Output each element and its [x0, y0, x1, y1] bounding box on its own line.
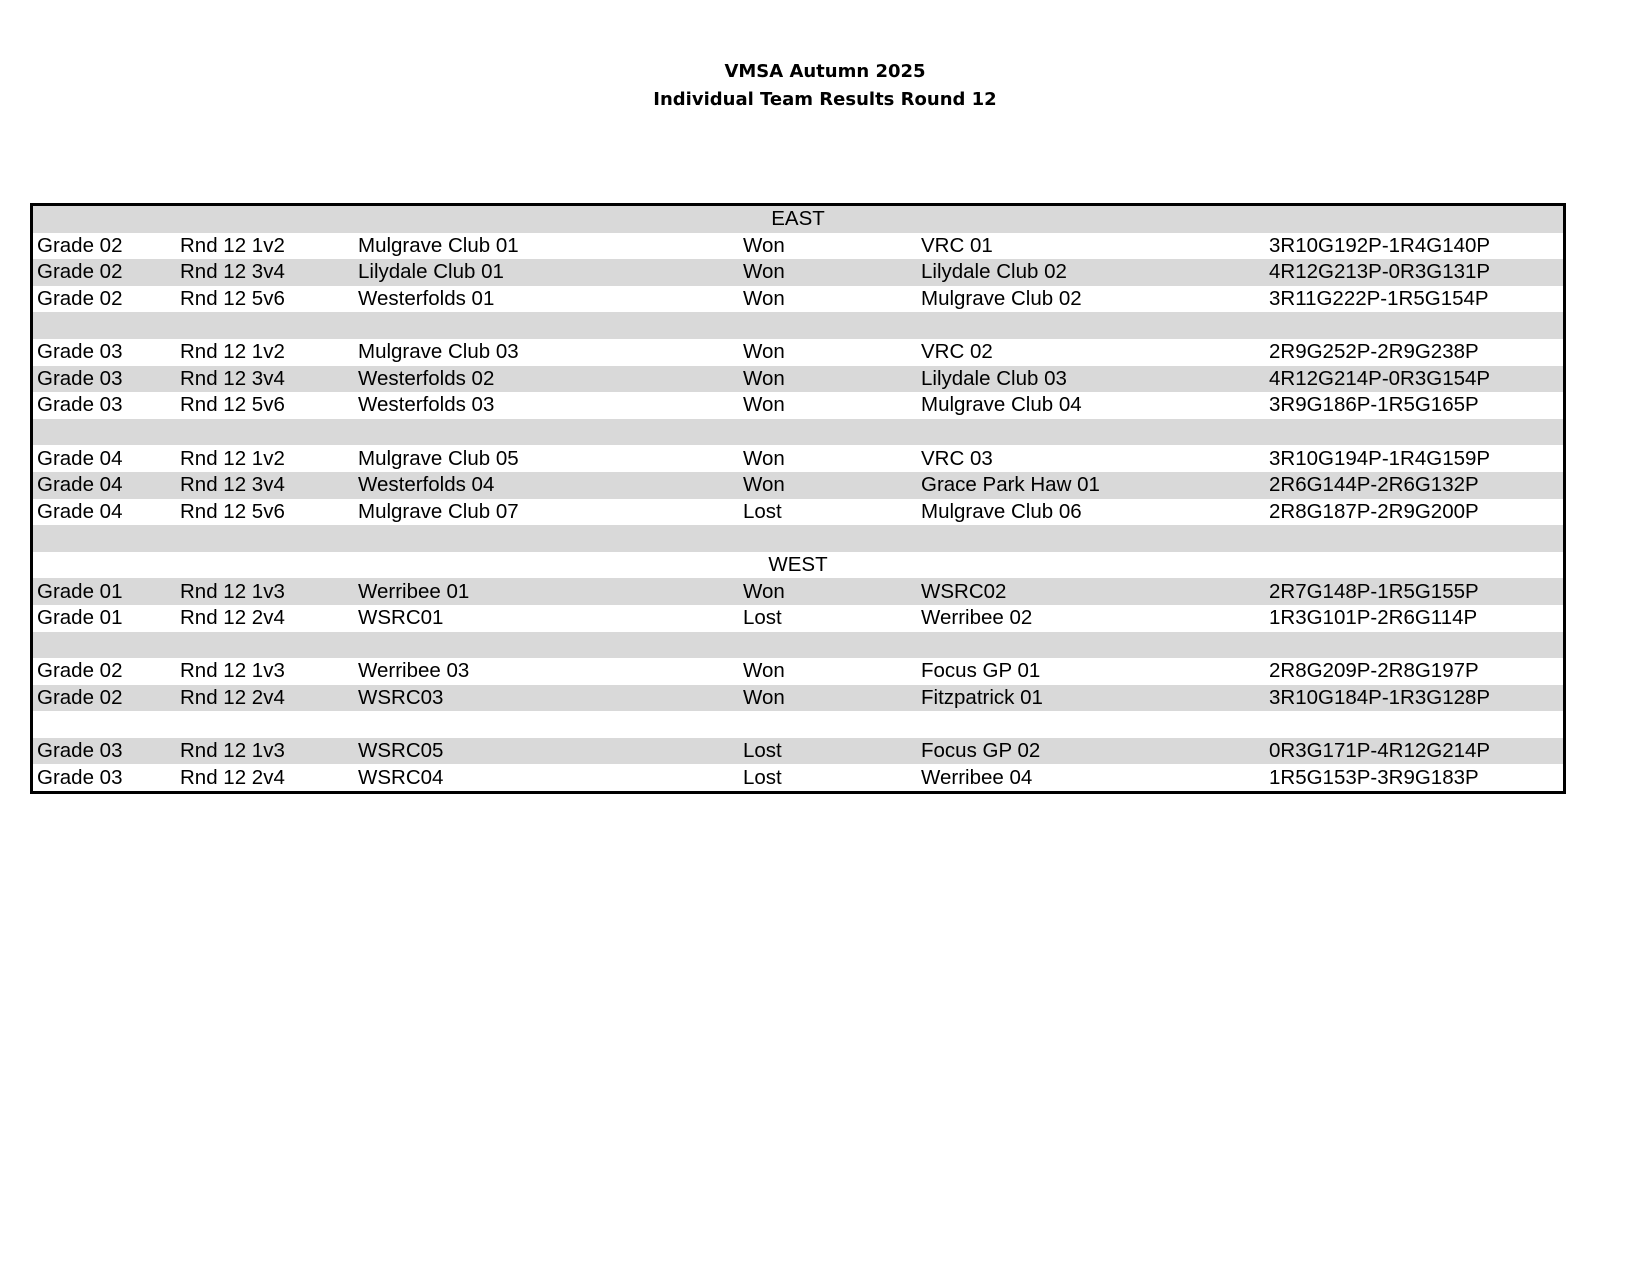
round-cell: Rnd 12 3v4 — [180, 260, 285, 284]
result-row — [33, 339, 1563, 366]
result-row — [33, 472, 1563, 499]
opponent-cell: Lilydale Club 02 — [921, 260, 1067, 284]
result-row — [33, 392, 1563, 419]
opponent-cell: Focus GP 02 — [921, 739, 1041, 763]
opponent-cell: VRC 03 — [921, 446, 993, 470]
opponent-cell: VRC 01 — [921, 233, 993, 257]
score-cell: 3R11G222P-1R5G154P — [1269, 287, 1489, 311]
result-cell: Won — [743, 446, 785, 470]
result-row — [33, 445, 1563, 472]
spacer-row — [33, 711, 1563, 738]
score-cell: 2R8G187P-2R9G200P — [1269, 499, 1479, 523]
result-row — [33, 738, 1563, 765]
grade-cell: Grade 01 — [37, 579, 123, 603]
team-cell: WSRC03 — [358, 685, 444, 709]
score-cell: 0R3G171P-4R12G214P — [1269, 739, 1491, 763]
document-header — [0, 58, 1650, 114]
score-cell: 2R9G252P-2R9G238P — [1269, 340, 1479, 364]
opponent-cell: Lilydale Club 03 — [921, 366, 1067, 390]
grade-cell: Grade 04 — [37, 499, 123, 523]
result-cell: Won — [743, 233, 785, 257]
grade-cell: Grade 02 — [37, 233, 123, 257]
result-row — [33, 685, 1563, 712]
section-label: WEST — [768, 553, 828, 577]
grade-cell: Grade 03 — [37, 366, 123, 390]
result-row — [33, 658, 1563, 685]
spacer-row — [33, 525, 1563, 552]
grade-cell: Grade 02 — [37, 685, 123, 709]
team-cell: Westerfolds 03 — [358, 393, 495, 417]
result-cell: Won — [743, 579, 785, 603]
round-cell: Rnd 12 5v6 — [180, 287, 285, 311]
opponent-cell: Werribee 02 — [921, 606, 1033, 630]
document-title: VMSA Autumn 2025 — [724, 61, 926, 82]
result-row — [33, 764, 1563, 791]
results-table — [30, 203, 1566, 794]
team-cell: Mulgrave Club 03 — [358, 340, 519, 364]
grade-cell: Grade 02 — [37, 659, 123, 683]
round-cell: Rnd 12 2v4 — [180, 606, 285, 630]
opponent-cell: WSRC02 — [921, 579, 1007, 603]
grade-cell: Grade 03 — [37, 739, 123, 763]
grade-cell: Grade 03 — [37, 393, 123, 417]
result-row — [33, 259, 1563, 286]
opponent-cell: Mulgrave Club 04 — [921, 393, 1082, 417]
opponent-cell: Grace Park Haw 01 — [921, 473, 1100, 497]
team-cell: WSRC05 — [358, 739, 444, 763]
grade-cell: Grade 02 — [37, 287, 123, 311]
round-cell: Rnd 12 2v4 — [180, 685, 285, 709]
result-row — [33, 499, 1563, 526]
opponent-cell: Werribee 04 — [921, 765, 1033, 789]
opponent-cell: Fitzpatrick 01 — [921, 685, 1043, 709]
team-cell: Westerfolds 04 — [358, 473, 495, 497]
result-cell: Won — [743, 685, 785, 709]
team-cell: Westerfolds 01 — [358, 287, 495, 311]
section-header-east — [33, 206, 1563, 233]
grade-cell: Grade 03 — [37, 340, 123, 364]
round-cell: Rnd 12 1v2 — [180, 340, 285, 364]
opponent-cell: Mulgrave Club 02 — [921, 287, 1082, 311]
grade-cell: Grade 02 — [37, 260, 123, 284]
round-cell: Rnd 12 2v4 — [180, 765, 285, 789]
round-cell: Rnd 12 1v3 — [180, 739, 285, 763]
grade-cell: Grade 01 — [37, 606, 123, 630]
team-cell: Werribee 01 — [358, 579, 470, 603]
result-row — [33, 286, 1563, 313]
grade-cell: Grade 03 — [37, 765, 123, 789]
team-cell: Lilydale Club 01 — [358, 260, 504, 284]
team-cell: WSRC04 — [358, 765, 444, 789]
result-cell: Lost — [743, 739, 782, 763]
opponent-cell: VRC 02 — [921, 340, 993, 364]
round-cell: Rnd 12 1v3 — [180, 579, 285, 603]
spacer-row — [33, 419, 1563, 446]
section-header-west — [33, 552, 1563, 579]
score-cell: 2R7G148P-1R5G155P — [1269, 579, 1479, 603]
result-cell: Won — [743, 659, 785, 683]
result-cell: Won — [743, 473, 785, 497]
result-row — [33, 366, 1563, 393]
round-cell: Rnd 12 1v3 — [180, 659, 285, 683]
team-cell: Mulgrave Club 05 — [358, 446, 519, 470]
opponent-cell: Mulgrave Club 06 — [921, 499, 1082, 523]
spacer-row — [33, 312, 1563, 339]
result-row — [33, 233, 1563, 260]
result-cell: Won — [743, 366, 785, 390]
score-cell: 3R10G194P-1R4G159P — [1269, 446, 1491, 470]
team-cell: Mulgrave Club 07 — [358, 499, 519, 523]
result-cell: Lost — [743, 499, 782, 523]
result-cell: Lost — [743, 765, 782, 789]
team-cell: WSRC01 — [358, 606, 444, 630]
round-cell: Rnd 12 5v6 — [180, 393, 285, 417]
grade-cell: Grade 04 — [37, 473, 123, 497]
result-cell: Won — [743, 393, 785, 417]
team-cell: Westerfolds 02 — [358, 366, 495, 390]
score-cell: 3R10G184P-1R3G128P — [1269, 685, 1491, 709]
section-label: EAST — [771, 207, 825, 231]
score-cell: 4R12G214P-0R3G154P — [1269, 366, 1491, 390]
round-cell: Rnd 12 1v2 — [180, 233, 285, 257]
result-row — [33, 578, 1563, 605]
team-cell: Mulgrave Club 01 — [358, 233, 519, 257]
team-cell: Werribee 03 — [358, 659, 470, 683]
score-cell: 2R6G144P-2R6G132P — [1269, 473, 1479, 497]
result-row — [33, 605, 1563, 632]
score-cell: 3R10G192P-1R4G140P — [1269, 233, 1491, 257]
score-cell: 2R8G209P-2R8G197P — [1269, 659, 1479, 683]
score-cell: 4R12G213P-0R3G131P — [1269, 260, 1491, 284]
result-cell: Won — [743, 340, 785, 364]
result-cell: Lost — [743, 606, 782, 630]
score-cell: 3R9G186P-1R5G165P — [1269, 393, 1479, 417]
round-cell: Rnd 12 3v4 — [180, 366, 285, 390]
round-cell: Rnd 12 5v6 — [180, 499, 285, 523]
score-cell: 1R5G153P-3R9G183P — [1269, 765, 1479, 789]
spacer-row — [33, 632, 1563, 659]
score-cell: 1R3G101P-2R6G114P — [1269, 606, 1478, 630]
opponent-cell: Focus GP 01 — [921, 659, 1041, 683]
result-cell: Won — [743, 260, 785, 284]
result-cell: Won — [743, 287, 785, 311]
round-cell: Rnd 12 1v2 — [180, 446, 285, 470]
document-subtitle: Individual Team Results Round 12 — [653, 89, 997, 110]
grade-cell: Grade 04 — [37, 446, 123, 470]
round-cell: Rnd 12 3v4 — [180, 473, 285, 497]
